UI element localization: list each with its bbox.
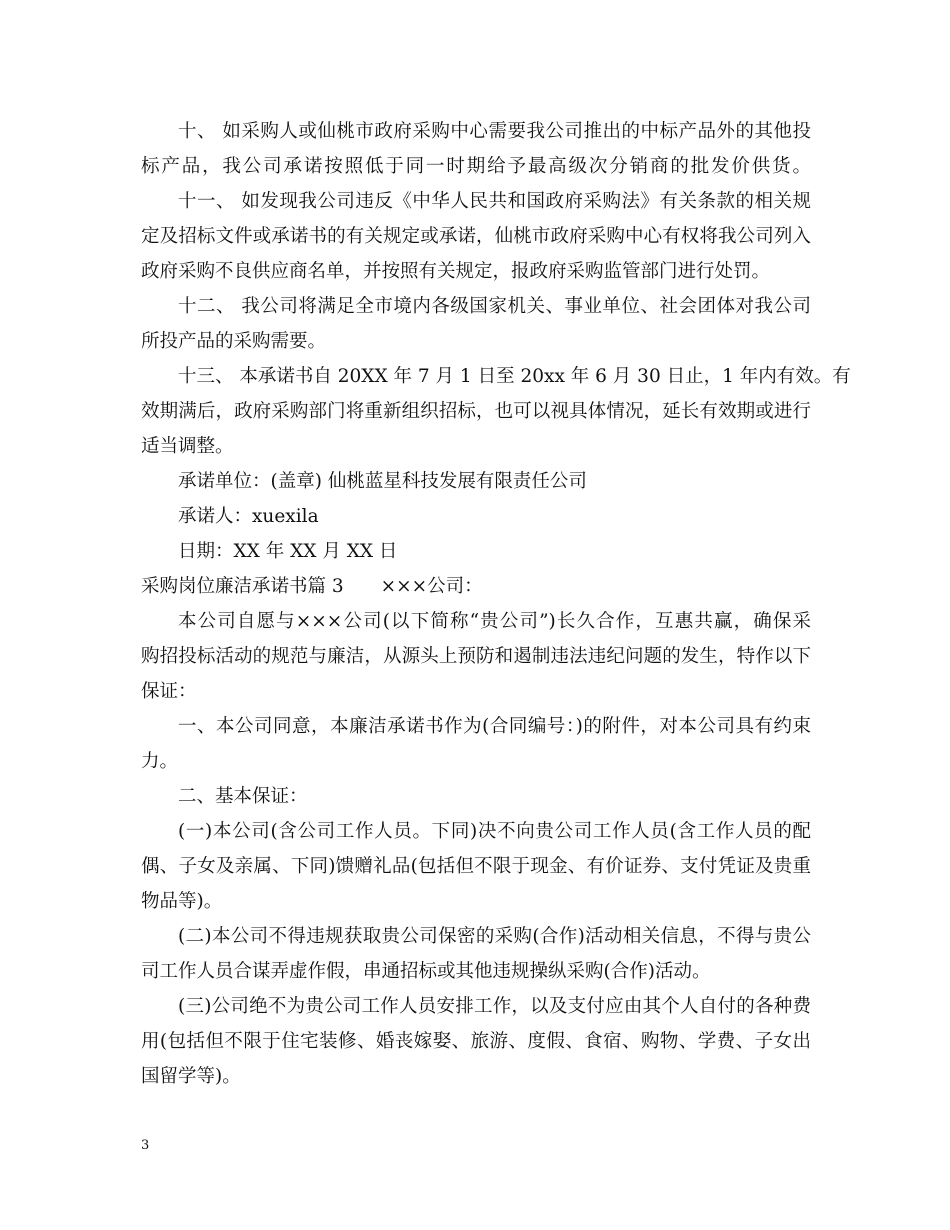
clause-1-line-2: 力。	[141, 751, 179, 772]
commitment-person: 承诺人：xuexila	[178, 506, 319, 527]
clause-2-1-line-1: (一)本公司(含公司工作人员。下同)决不向贵公司工作人员(含工作人员的配	[178, 821, 811, 842]
paragraph-11-line-2: 定及招标文件或承诺书的有关规定或承诺，仙桃市政府采购中心有权将我公司列入	[141, 226, 811, 247]
section-title: 采购岗位廉洁承诺书篇 3 ×××公司：	[141, 576, 483, 597]
clause-2-3-line-3: 国留学等)。	[141, 1066, 241, 1087]
intro-line-1: 本公司自愿与×××公司(以下简称“贵公司”)长久合作，互惠共赢，确保采	[178, 611, 811, 632]
paragraph-13-line-2: 效期满后，政府采购部门将重新组织招标，也可以视具体情况，延长有效期或进行	[141, 401, 811, 422]
paragraph-10-line-2: 标产品，我公司承诺按照低于同一时期给予最高级次分销商的批发价供货。	[141, 156, 811, 177]
clause-2-3-line-1: (三)公司绝不为贵公司工作人员安排工作，以及支付应由其个人自付的各种费	[178, 996, 811, 1017]
clause-2-3-line-2: 用(包括但不限于住宅装修、婚丧嫁娶、旅游、度假、食宿、购物、学费、子女出	[141, 1031, 811, 1052]
paragraph-12-line-2: 所投产品的采购需要。	[141, 331, 327, 352]
paragraph-13-line-1: 十三、 本承诺书自 20XX 年 7 月 1 日至 20xx 年 6 月 30 日止，1 年内有效。有	[178, 366, 851, 387]
intro-line-2: 购招投标活动的规范与廉洁，从源头上预防和遏制违法违纪问题的发生，特作以下	[141, 646, 811, 667]
paragraph-11-line-3: 政府采购不良供应商名单，并按照有关规定，报政府采购监管部门进行处罚。	[141, 261, 771, 282]
page-number: 3	[141, 1138, 150, 1153]
intro-line-3: 保证：	[141, 681, 197, 702]
commitment-unit: 承诺单位：(盖章) 仙桃蓝星科技发展有限责任公司	[178, 471, 587, 492]
clause-2-2-line-2: 司工作人员合谋弄虚作假，串通招标或其他违规操纵采购(合作)活动。	[141, 961, 711, 982]
clause-2-2-line-1: (二)本公司不得违规获取贵公司保密的采购(合作)活动相关信息，不得与贵公	[178, 926, 811, 947]
clause-2-1-line-2: 偶、子女及亲属、下同)馈赠礼品(包括但不限于现金、有价证券、支付凭证及贵重	[141, 856, 811, 877]
clause-2-1-line-3: 物品等)。	[141, 891, 223, 912]
paragraph-12-line-1: 十二、 我公司将满足全市境内各级国家机关、事业单位、社会团体对我公司	[178, 296, 811, 317]
commitment-date: 日期：XX 年 XX 月 XX 日	[178, 541, 398, 562]
clause-1-line-1: 一、本公司同意，本廉洁承诺书作为(合同编号：)的附件，对本公司具有约束	[178, 716, 811, 737]
paragraph-10-line-1: 十、 如采购人或仙桃市政府采购中心需要我公司推出的中标产品外的其他投	[178, 121, 811, 142]
paragraph-13-line-3: 适当调整。	[141, 436, 234, 457]
paragraph-11-line-1: 十一、 如发现我公司违反《中华人民共和国政府采购法》有关条款的相关规	[178, 191, 811, 212]
clause-2-heading: 二、基本保证：	[178, 786, 308, 807]
